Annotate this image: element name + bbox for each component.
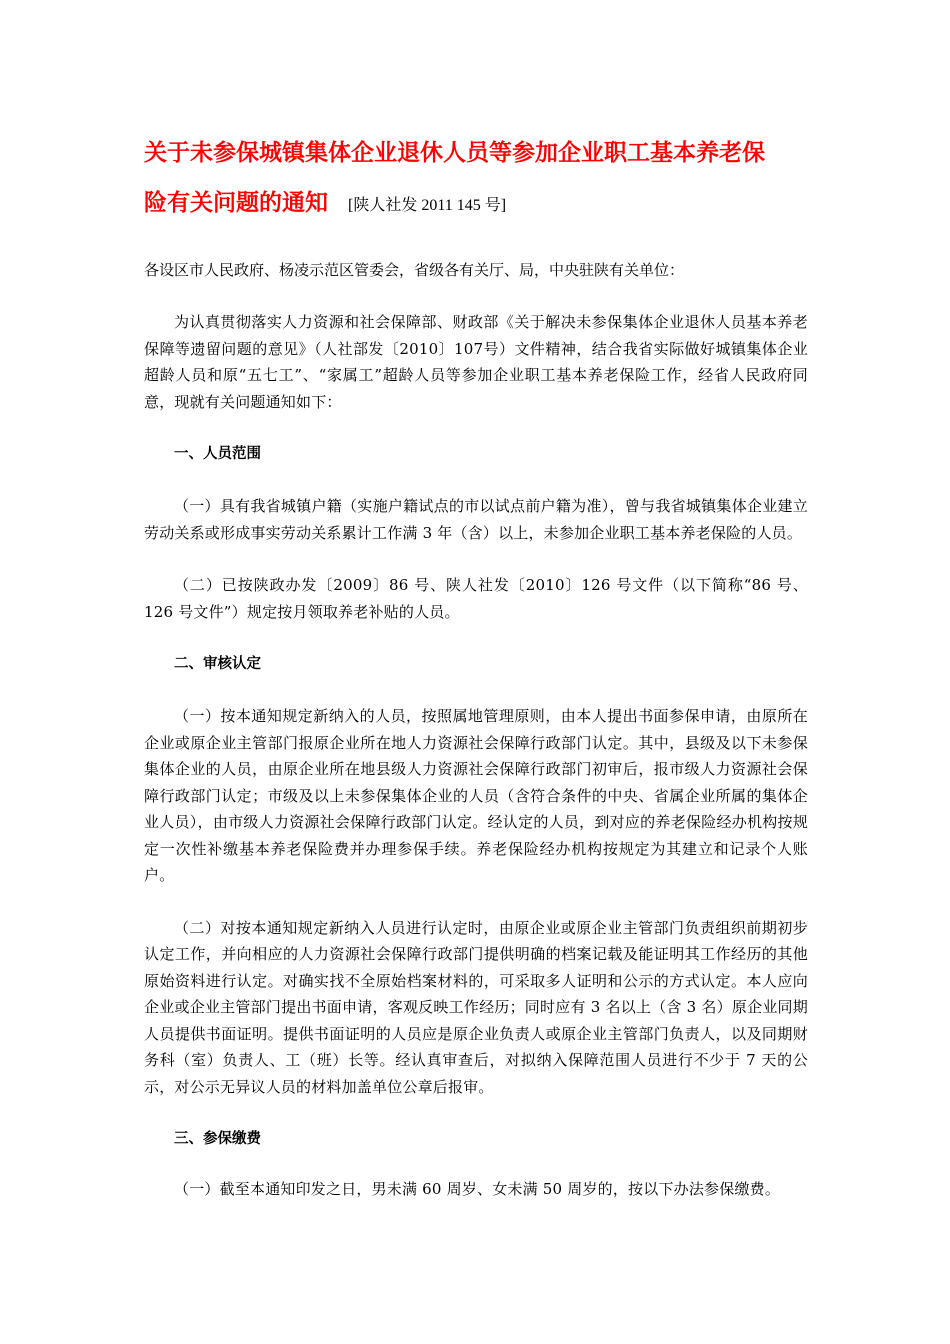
section-3-paragraph-1: （一）截至本通知印发之日，男未满 60 周岁、女未满 50 周岁的，按以下办法参保缴费。 — [174, 1180, 781, 1198]
document-title-line-1: 关于未参保城镇集体企业退休人员等参加企业职工基本养老保 — [144, 140, 765, 166]
document-title-line-2 — [144, 178, 808, 231]
section-1-paragraph-1: （一）具有我省城镇户籍（实施户籍试点的市以试点前户籍为准），曾与我省城镇集体企业建立劳动关系或形成事实劳动关系累计工作满 3 年（含）以上，未参加企业职工基本养老保险的人员。 — [144, 497, 808, 542]
section-heading-2: 二、审核认定 — [174, 656, 261, 672]
document-title-text: 险有关问题的通知 — [144, 190, 328, 216]
document-page — [144, 128, 808, 1203]
salutation: 各设区市人民政府、杨凌示范区管委会，省级各有关厅、局，中央驻陕有关单位： — [144, 261, 685, 279]
section-1-paragraph-2: （二）已按陕政办发〔2009〕86 号、陕人社发〔2010〕126 号文件（以下简称“86 号、126 号文件”）规定按月领取养老补贴的人员。 — [144, 576, 808, 621]
section-heading-1: 一、人员范围 — [174, 446, 261, 462]
section-2-paragraph-1: （一）按本通知规定新纳入的人员，按照属地管理原则，由本人提出书面参保申请，由原所在企业或原企业主管部门报原企业所在地人力资源社会保障行政部门认定。其中，县级及以下未参保集体企业的人员，由原企业所在地县级人力资源社会保障行政部门初审后，报市级人力资源社会保障行政部门认定；市级及以上未参保集体企业的人员（含符合条件的中央、省属企业所属的集体企业人员），由市级人力资源社会保障行政部门认定。经认定的人员，到对应的养老保险经办机构按规定一次性补缴基本养老保险费并办理参保手续。养老保险经办机构按规定为其建立和记录个人账户。 — [144, 707, 808, 884]
document-number: [陕人社发 2011 145 号] — [348, 197, 507, 214]
intro-paragraph: 为认真贯彻落实人力资源和社会保障部、财政部《关于解决未参保集体企业退休人员基本养老保障等遗留问题的意见》（人社部发〔2010〕107号）文件精神，结合我省实际做好城镇集体企业超龄人员和原“五七工”、“家属工”超龄人员等参加企业职工基本养老保险工作，经省人民政府同意，现就有关问题通知如下： — [144, 313, 808, 411]
section-2-paragraph-2: （二）对按本通知规定新纳入人员进行认定时，由原企业或原企业主管部门负责组织前期初步认定工作，并向相应的人力资源社会保障行政部门提供明确的档案记载及能证明其工作经历的其他原始资料进行认定。对确实找不全原始档案材料的，可采取多人证明和公示的方式认定。本人应向企业或企业主管部门提出书面申请，客观反映工作经历；同时应有 3 名以上（含 3 名）原企业同期人员提供书面证明。提供书面证明的人员应是原企业负责人或原企业主管部门负责人，以及同期财务科（室）负责人、工（班）长等。经认真审查后，对拟纳入保障范围人员进行不少于 7 天的公示，对公示无异议人员的材料加盖单位公章后报审。 — [144, 918, 808, 1096]
section-heading-3: 三、参保缴费 — [174, 1131, 261, 1147]
